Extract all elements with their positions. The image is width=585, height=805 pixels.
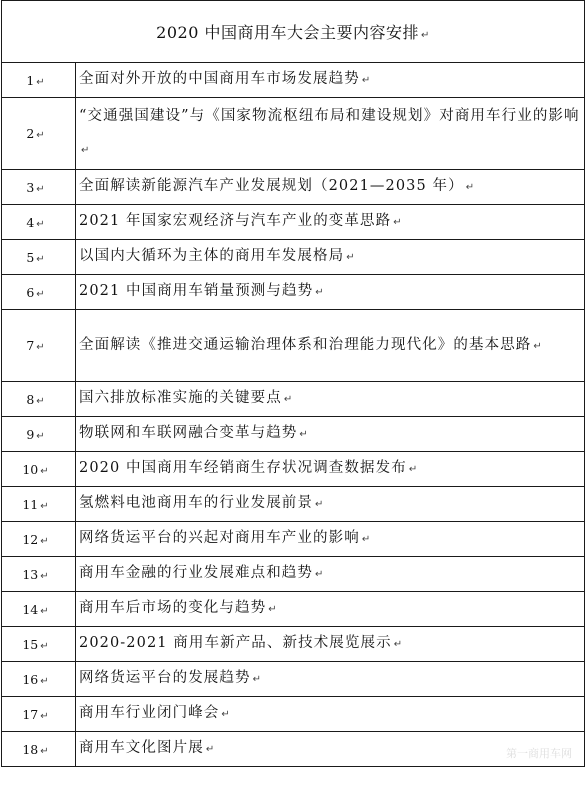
agenda-row-text-cell <box>76 240 585 275</box>
agenda-row-number: 13 <box>22 566 39 582</box>
paragraph-mark-icon: ↵ <box>36 130 45 141</box>
agenda-row-number: 5 <box>26 249 35 265</box>
agenda-row-number-cell <box>2 417 76 452</box>
paragraph-mark-icon: ↵ <box>36 395 45 407</box>
agenda-row-number: 7 <box>26 338 35 353</box>
agenda-row-number-cell <box>2 487 76 522</box>
agenda-row-text: 全面解读新能源汽车产业发展规划（2021—2035 年） <box>79 178 464 194</box>
paragraph-mark-icon: ↵ <box>393 639 404 650</box>
agenda-row-number-cell <box>2 240 76 275</box>
agenda-row-text-cell <box>76 310 585 382</box>
agenda-row-text: 全面解读《推进交通运输治理体系和治理能力现代化》的基本思路 <box>79 336 532 353</box>
agenda-row-text-cell <box>76 627 585 662</box>
paragraph-mark-icon: ↵ <box>40 500 49 512</box>
agenda-row <box>2 382 585 417</box>
paragraph-mark-icon: ↵ <box>40 535 49 547</box>
paragraph-mark-icon: ↵ <box>40 745 49 757</box>
agenda-row-number-cell <box>2 557 76 592</box>
agenda-row-text: 全面对外开放的中国商用车市场发展趋势 <box>79 71 360 87</box>
agenda-document <box>1 0 584 767</box>
agenda-row-number: 18 <box>22 741 39 757</box>
agenda-row-text-cell <box>76 697 585 732</box>
paragraph-mark-icon: ↵ <box>346 252 356 263</box>
agenda-row-number: 10 <box>22 461 39 477</box>
agenda-row-number: 9 <box>26 426 35 442</box>
agenda-row-text: 商用车后市场的变化与趋势 <box>79 600 267 616</box>
paragraph-mark-icon: ↵ <box>420 30 430 41</box>
agenda-row-text-cell <box>76 170 585 205</box>
agenda-row-text-cell <box>76 662 585 697</box>
paragraph-mark-icon: ↵ <box>36 430 45 442</box>
agenda-row <box>2 205 585 240</box>
agenda-row-text-cell <box>76 417 585 452</box>
agenda-row <box>2 522 585 557</box>
watermark: 第一商用车网 <box>506 747 572 760</box>
paragraph-mark-icon: ↵ <box>221 709 231 720</box>
paragraph-mark-icon: ↵ <box>465 182 476 193</box>
agenda-row <box>2 487 585 522</box>
agenda-row-text: 网络货运平台的发展趋势 <box>79 670 251 686</box>
agenda-row-text-cell <box>76 592 585 627</box>
agenda-row-number: 2 <box>26 126 35 141</box>
agenda-row-text-cell <box>76 98 585 170</box>
agenda-row-text: “交通强国建设”与《国家物流枢纽布局和建设规划》对商用车行业的影响 <box>79 108 580 124</box>
agenda-row-number: 14 <box>22 601 39 617</box>
paragraph-mark-icon: ↵ <box>40 570 49 582</box>
paragraph-mark-icon: ↵ <box>36 76 45 88</box>
agenda-row-number: 11 <box>22 496 39 512</box>
agenda-row-number-cell <box>2 452 76 487</box>
agenda-row-number-cell <box>2 382 76 417</box>
agenda-row-text: 2021 年国家宏观经济与汽车产业的变革思路 <box>79 213 392 229</box>
agenda-row-number-cell <box>2 627 76 662</box>
agenda-row-text: 2020-2021 商用车新产品、新技术展览展示 <box>79 635 392 651</box>
agenda-row-number: 17 <box>22 706 39 722</box>
agenda-row-text-cell <box>76 63 585 98</box>
agenda-row-text: 2021 中国商用车销量预测与趋势 <box>79 283 314 299</box>
title-row <box>2 1 585 63</box>
paragraph-mark-icon: ↵ <box>40 605 49 617</box>
agenda-row <box>2 240 585 275</box>
agenda-row <box>2 63 585 98</box>
paragraph-mark-icon: ↵ <box>393 217 403 228</box>
agenda-row <box>2 592 585 627</box>
agenda-row-number-cell <box>2 310 76 382</box>
agenda-row-text-cell <box>76 487 585 522</box>
agenda-row-text: 氢燃料电池商用车的行业发展前景 <box>79 495 313 511</box>
agenda-row <box>2 557 585 592</box>
agenda-row <box>2 98 585 170</box>
agenda-row <box>2 662 585 697</box>
paragraph-mark-icon: ↵ <box>408 464 419 475</box>
agenda-row-text: 国六排放标准实施的关键要点 <box>79 390 282 406</box>
paragraph-mark-icon: ↵ <box>361 534 372 545</box>
paragraph-mark-icon: ↵ <box>40 465 49 477</box>
agenda-row-text: 商用车金融的行业发展难点和趋势 <box>79 565 313 581</box>
paragraph-mark-icon: ↵ <box>315 287 325 298</box>
agenda-row <box>2 310 585 382</box>
agenda-row-number-cell <box>2 205 76 240</box>
agenda-row <box>2 452 585 487</box>
paragraph-mark-icon: ↵ <box>315 569 325 580</box>
agenda-row <box>2 697 585 732</box>
agenda-row-text: 商用车行业闭门峰会 <box>79 705 220 721</box>
agenda-row-number: 6 <box>26 284 35 300</box>
agenda-row-number-cell <box>2 592 76 627</box>
agenda-row-number-cell <box>2 170 76 205</box>
paragraph-mark-icon: ↵ <box>283 394 294 405</box>
document-title: 2020 中国商用车大会主要内容安排 <box>156 23 419 42</box>
agenda-row-text: 以国内大循环为主体的商用车发展格局 <box>79 248 345 264</box>
paragraph-mark-icon: ↵ <box>299 429 309 440</box>
agenda-row-number-cell <box>2 662 76 697</box>
agenda-row-text-cell <box>76 522 585 557</box>
agenda-row-number: 3 <box>26 179 35 195</box>
agenda-row-number: 4 <box>26 214 35 230</box>
agenda-row <box>2 275 585 310</box>
agenda-row-number-cell <box>2 63 76 98</box>
paragraph-mark-icon: ↵ <box>361 75 372 86</box>
agenda-row-number-cell <box>2 522 76 557</box>
document-title-cell <box>2 1 585 63</box>
agenda-row-number: 15 <box>22 636 39 652</box>
agenda-row-text-cell <box>76 205 585 240</box>
paragraph-mark-icon: ↵ <box>205 744 216 755</box>
paragraph-mark-icon: ↵ <box>36 288 45 300</box>
paragraph-mark-icon: ↵ <box>36 183 45 195</box>
paragraph-mark-icon: ↵ <box>40 675 49 687</box>
agenda-row-text-cell <box>76 382 585 417</box>
agenda-row-number-cell <box>2 275 76 310</box>
paragraph-mark-icon: ↵ <box>81 145 91 156</box>
paragraph-mark-icon: ↵ <box>533 340 543 352</box>
paragraph-mark-icon: ↵ <box>40 710 49 722</box>
paragraph-mark-icon: ↵ <box>268 604 278 615</box>
paragraph-mark-icon: ↵ <box>252 674 263 685</box>
agenda-row <box>2 170 585 205</box>
agenda-table <box>1 0 585 767</box>
paragraph-mark-icon: ↵ <box>40 640 49 652</box>
agenda-row-text: 2020 中国商用车经销商生存状况调查数据发布 <box>79 460 407 476</box>
agenda-row-text: 网络货运平台的兴起对商用车产业的影响 <box>79 530 360 546</box>
agenda-row-number-cell <box>2 98 76 170</box>
paragraph-mark-icon: ↵ <box>36 253 45 265</box>
agenda-row <box>2 732 585 767</box>
agenda-row-text-cell <box>76 557 585 592</box>
paragraph-mark-icon: ↵ <box>36 218 45 230</box>
paragraph-mark-icon: ↵ <box>36 342 45 353</box>
paragraph-mark-icon: ↵ <box>315 499 325 510</box>
agenda-row-number: 1 <box>26 72 35 88</box>
agenda-row-text-cell <box>76 275 585 310</box>
agenda-row-text-cell <box>76 452 585 487</box>
agenda-row-number-cell <box>2 697 76 732</box>
agenda-row-text: 商用车文化图片展 <box>79 740 204 756</box>
agenda-row <box>2 627 585 662</box>
agenda-row-number: 8 <box>26 391 35 407</box>
agenda-row-number-cell <box>2 732 76 767</box>
agenda-row-number: 12 <box>22 531 39 547</box>
agenda-row <box>2 417 585 452</box>
agenda-row-number: 16 <box>22 671 39 687</box>
agenda-row-text: 物联网和车联网融合变革与趋势 <box>79 425 298 441</box>
